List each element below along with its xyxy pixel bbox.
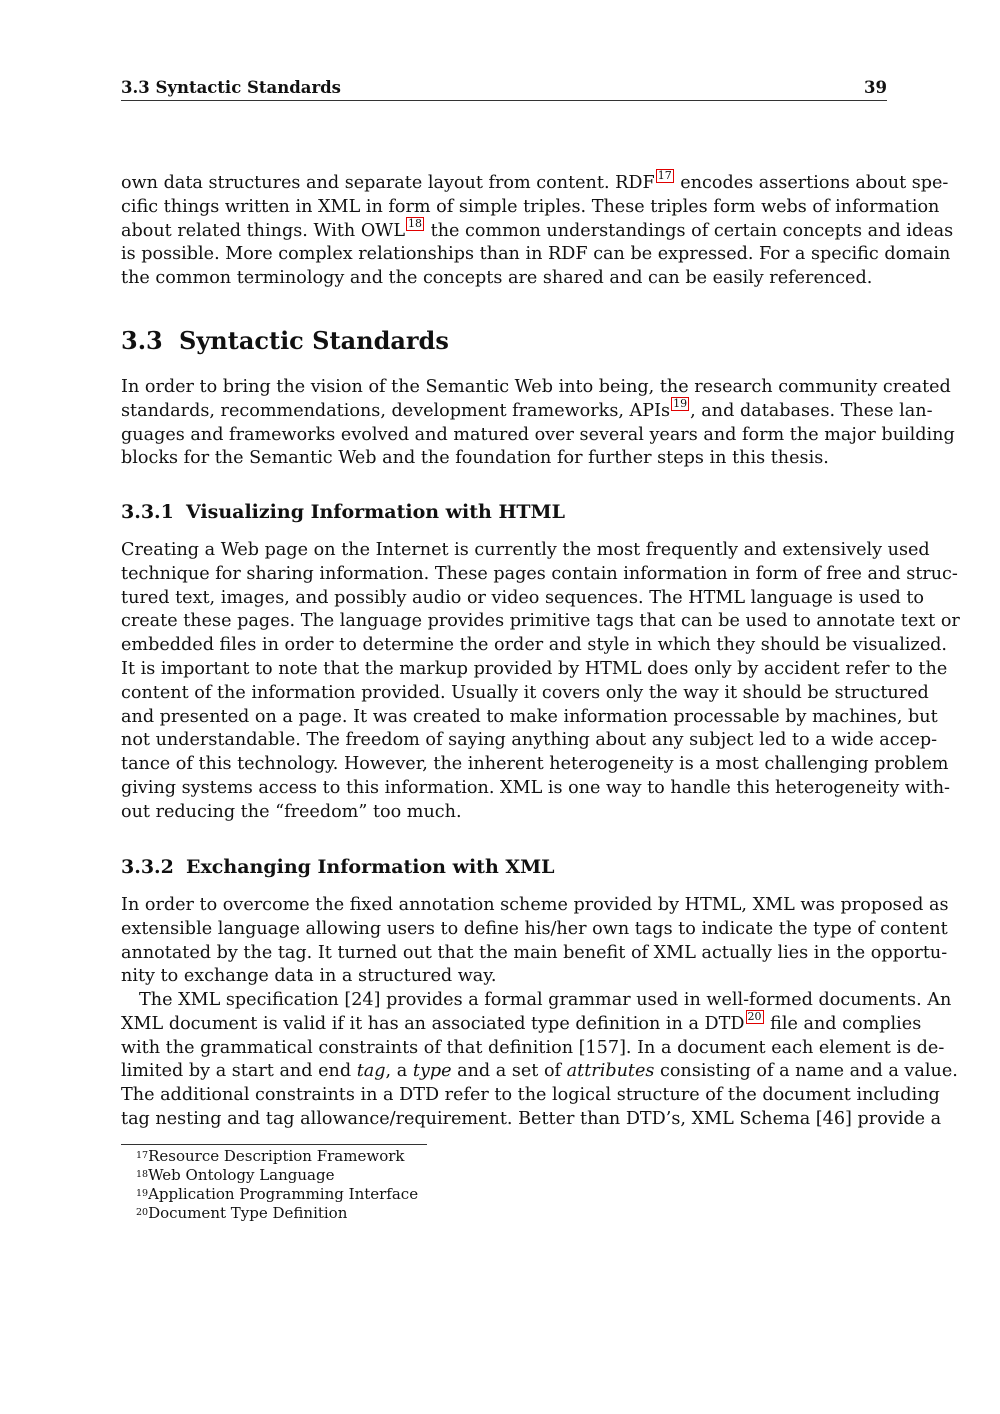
xml-paragraph-1 — [121, 894, 949, 989]
intro-paragraph — [121, 169, 954, 291]
footnote-link-18[interactable]: 18 — [408, 216, 423, 230]
text-line: own data structures and separate layout from content. RDF 17 encodes assertions about spe- — [121, 169, 949, 193]
subsection-heading-3-3-2 — [121, 856, 555, 878]
term-attributes: attributes — [566, 1061, 655, 1082]
text-line: The XML specification [24] provides a formal grammar used in well-formed documents. An — [139, 990, 952, 1010]
text-line: limited by a start and end tag, a type and a set of attributes consisting of a name and a value. — [121, 1061, 958, 1082]
running-header — [121, 76, 887, 101]
text-line: giving systems access to this information. XML is one way to handle this heterogeneity with- — [121, 777, 950, 798]
text-line: blocks for the Semantic Web and the foundation for further steps in this thesis. — [121, 448, 829, 469]
text-line: the common terminology and the concepts are shared and can be easily referenced. — [121, 268, 873, 289]
page-number: 39 — [864, 78, 887, 97]
text-line: technique for sharing information. These pages contain information in form of free and struc- — [121, 563, 958, 584]
footnote-link-19[interactable]: 19 — [673, 396, 688, 410]
text-line: not understandable. The freedom of saying anything about any subject led to a wide accep- — [121, 730, 938, 751]
subsection-title: Exchanging Information with XML — [186, 856, 555, 878]
header-section-title: 3.3 Syntactic Standards — [121, 78, 341, 97]
term-type: type — [412, 1061, 452, 1082]
footnotes — [136, 1147, 418, 1223]
text-line: guages and frameworks evolved and matured over several years and form the major building — [121, 424, 955, 445]
footnote-divider — [121, 1144, 427, 1145]
text-line: annotated by the tag. It turned out that the main benefit of XML actually lies in the opportu- — [121, 942, 948, 963]
text-line: XML document is valid if it has an associated type definition in a DTD 20 file and complies — [121, 1009, 922, 1034]
footnote-link-17[interactable]: 17 — [657, 169, 672, 182]
text-line: and presented on a page. It was created to make information processable by machines, but — [121, 706, 938, 727]
text-line: extensible language allowing users to define his/her own tags to indicate the type of content — [121, 918, 948, 939]
html-paragraph — [121, 539, 960, 825]
text-line: create these pages. The language provides primitive tags that can be used to annotate text or — [121, 611, 960, 632]
text-line: The additional constraints in a DTD refer to the logical structure of the document including — [121, 1085, 940, 1106]
text-line: In order to overcome the fixed annotation scheme provided by HTML, XML was proposed as — [121, 895, 949, 915]
footnote-19: $^{19}$Application Programming Interface — [136, 1185, 419, 1203]
footnote-link-20[interactable]: 20 — [747, 1009, 762, 1023]
footnote-20: $^{20}$Document Type Definition — [136, 1204, 348, 1222]
section-heading — [121, 326, 449, 355]
text-line: content of the information provided. Usually it covers only the way it should be structured — [121, 682, 929, 703]
text-line: standards, recommendations, development frameworks, APIs 19 , and databases. These lan- — [121, 396, 933, 421]
subsection-number: 3.3.2 — [121, 856, 174, 878]
text-line: is possible. More complex relationships than in RDF can be expressed. For a specific domain — [121, 244, 951, 265]
subsection-title: Visualizing Information with HTML — [186, 501, 565, 523]
xml-paragraph-2 — [121, 989, 958, 1132]
text-line: tured text, images, and possibly audio or video sequences. The HTML language is used to — [121, 587, 925, 608]
text-line: Creating a Web page on the Internet is currently the most frequently and extensively used — [121, 540, 930, 560]
text-line: cific things written in XML in form of simple triples. These triples form webs of information — [121, 196, 940, 217]
text-line: It is important to note that the markup provided by HTML does only by accident refer to the — [121, 658, 948, 679]
section-number: 3.3 — [121, 326, 163, 355]
subsection-number: 3.3.1 — [121, 501, 174, 523]
footnote-18: $^{18}$Web Ontology Language — [136, 1166, 335, 1184]
text-line: In order to bring the vision of the Semantic Web into being, the research community created — [121, 377, 951, 397]
text-line: about related things. With OWL 18 the common understandings of certain concepts and ideas — [121, 216, 954, 241]
text-line: embedded files in order to determine the order and style in which they should be visualized. — [121, 635, 948, 656]
subsection-heading-3-3-1 — [121, 501, 565, 523]
text-line: out reducing the “freedom” too much. — [121, 801, 462, 822]
footnote-17: $^{17}$Resource Description Framework — [136, 1147, 405, 1165]
section-title: Syntactic Standards — [179, 326, 449, 355]
term-tag: tag — [356, 1061, 386, 1082]
text-line: with the grammatical constraints of that definition [157]. In a document each element is de- — [121, 1037, 945, 1058]
text-line: tance of this technology. However, the inherent heterogeneity is a most challenging problem — [121, 754, 949, 775]
text-line: nity to exchange data in a structured way. — [121, 966, 497, 987]
text-line: tag nesting and tag allowance/requirement. Better than DTD’s, XML Schema [46] provide a — [121, 1108, 942, 1129]
section-paragraph — [121, 376, 955, 471]
